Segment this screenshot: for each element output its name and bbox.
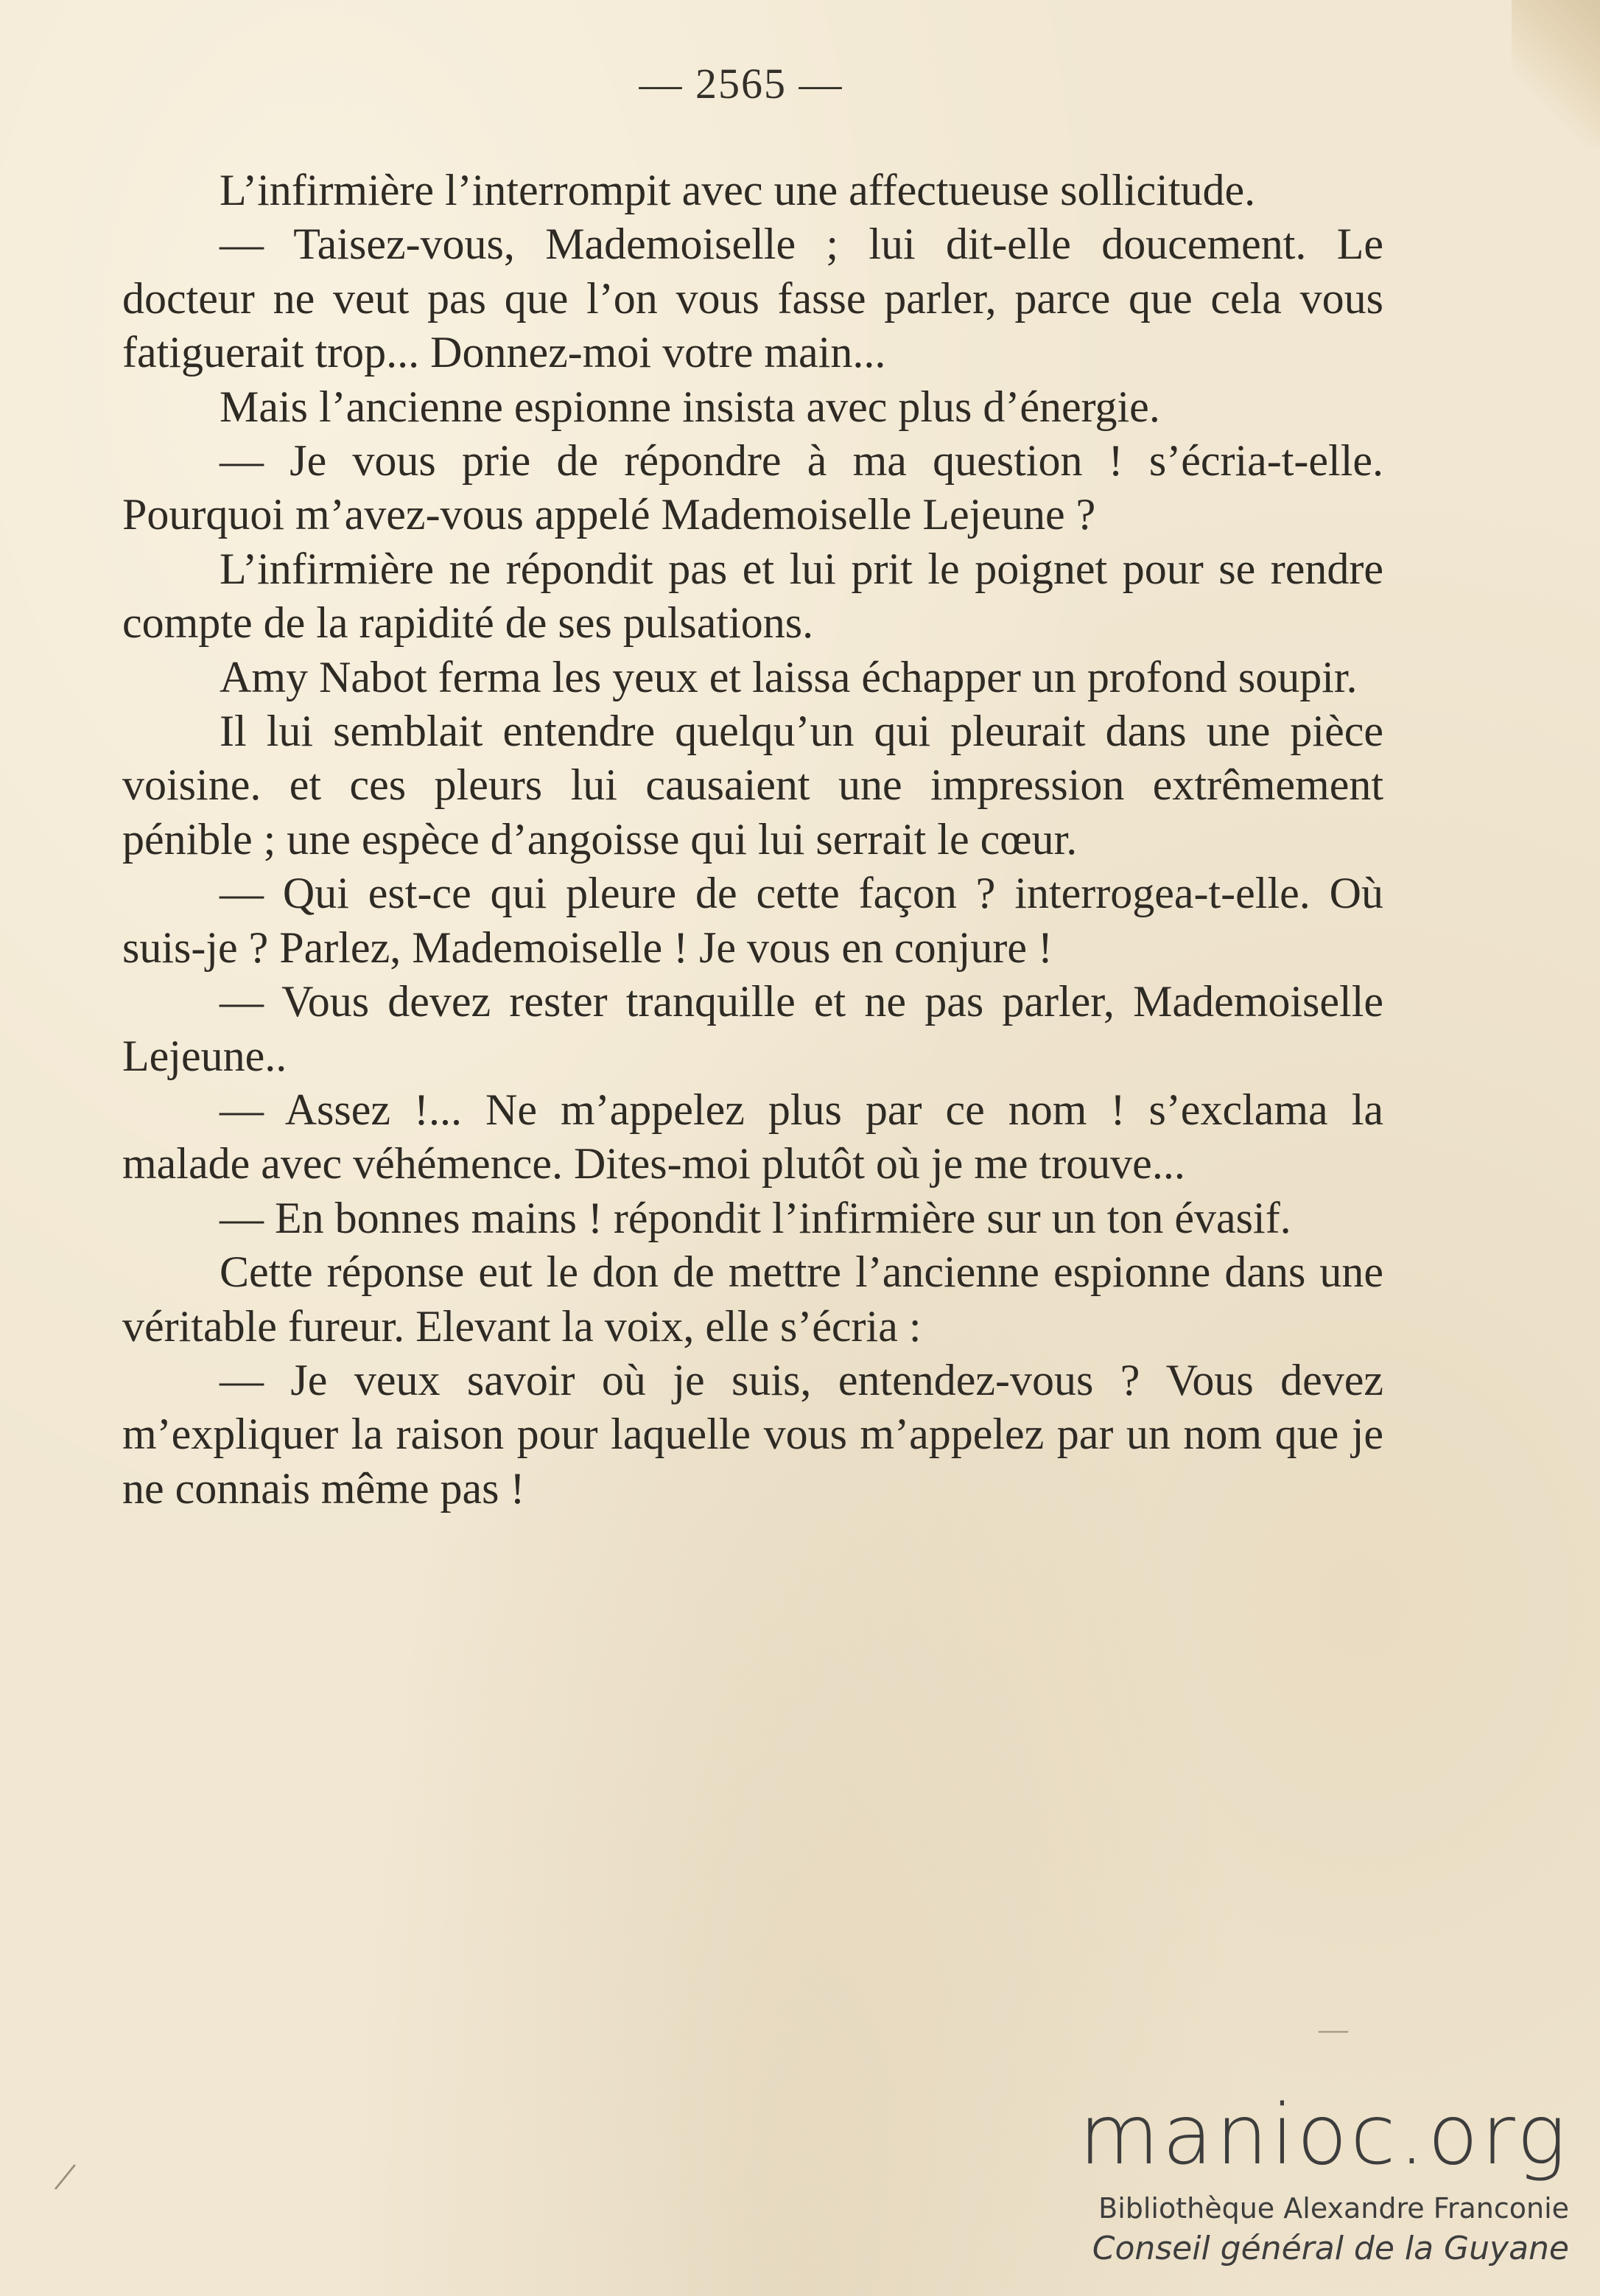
paragraph: — Je veux savoir où je suis, entendez-vous ? Vous devez m’expliquer la raison pour laquelle vous m’appelez par un nom que je ne connais même pas !	[122, 1355, 1383, 1513]
page-number: — 2565 —	[639, 60, 843, 108]
paragraph: — Vous devez rester tranquille et ne pas parler, Mademoiselle Lejeune..	[122, 977, 1383, 1080]
paragraph: — Je vous prie de répondre à ma question ! s’écria-t-elle. Pourquoi m’avez-vous appelé Mademoiselle Lejeune ?	[122, 436, 1383, 539]
page-corner-fold	[1512, 0, 1600, 147]
paragraph: — En bonnes mains ! répondit l’infirmière sur un ton évasif.	[220, 1193, 1291, 1242]
body-text	[122, 164, 1383, 1516]
paragraph: L’infirmière ne répondit pas et lui prit le poignet pour se rendre compte de la rapidité de ses pulsations.	[122, 544, 1383, 648]
paragraph: Cette réponse eut le don de mettre l’ancienne espionne dans une véritable fureur. Elevant la voix, elle s’écria :	[122, 1247, 1383, 1351]
paragraph: Il lui semblait entendre quelqu’un qui pleurait dans une pièce voisine. et ces pleurs lui causaient une impression extrêmement pénible ; une espèce d’angoisse qui lui serrait le cœur.	[122, 707, 1383, 864]
ink-mark: /	[51, 2152, 80, 2202]
paragraph: L’infirmière l’interrompit avec une affectueuse sollicitude.	[220, 166, 1256, 214]
logo-mark: manioc.org	[1078, 2087, 1569, 2183]
logo-council-name: Conseil général de la Guyane	[1092, 2230, 1569, 2267]
paragraph: — Qui est-ce qui pleure de cette façon ? interrogea-t-elle. Où suis-je ? Parlez, Mademoiselle ! Je vous en conjure !	[122, 869, 1383, 972]
ink-mark: —	[1319, 2012, 1348, 2045]
manioc-logo	[1061, 2087, 1569, 2271]
paragraph: Mais l’ancienne espionne insista avec plus d’énergie.	[220, 382, 1160, 431]
paragraph: — Taisez-vous, Mademoiselle ; lui dit-elle doucement. Le docteur ne veut pas que l’on vous fasse parler, parce que cela vous fatiguerait trop... Donnez-moi votre main...	[122, 220, 1383, 377]
paragraph: — Assez !... Ne m’appelez plus par ce nom ! s’exclama la malade avec véhémence. Dites-moi plutôt où je me trouve...	[122, 1085, 1383, 1189]
paragraph: Amy Nabot ferma les yeux et laissa échapper un profond soupir.	[220, 652, 1358, 701]
logo-library-name: Bibliothèque Alexandre Franconie	[1098, 2192, 1569, 2225]
